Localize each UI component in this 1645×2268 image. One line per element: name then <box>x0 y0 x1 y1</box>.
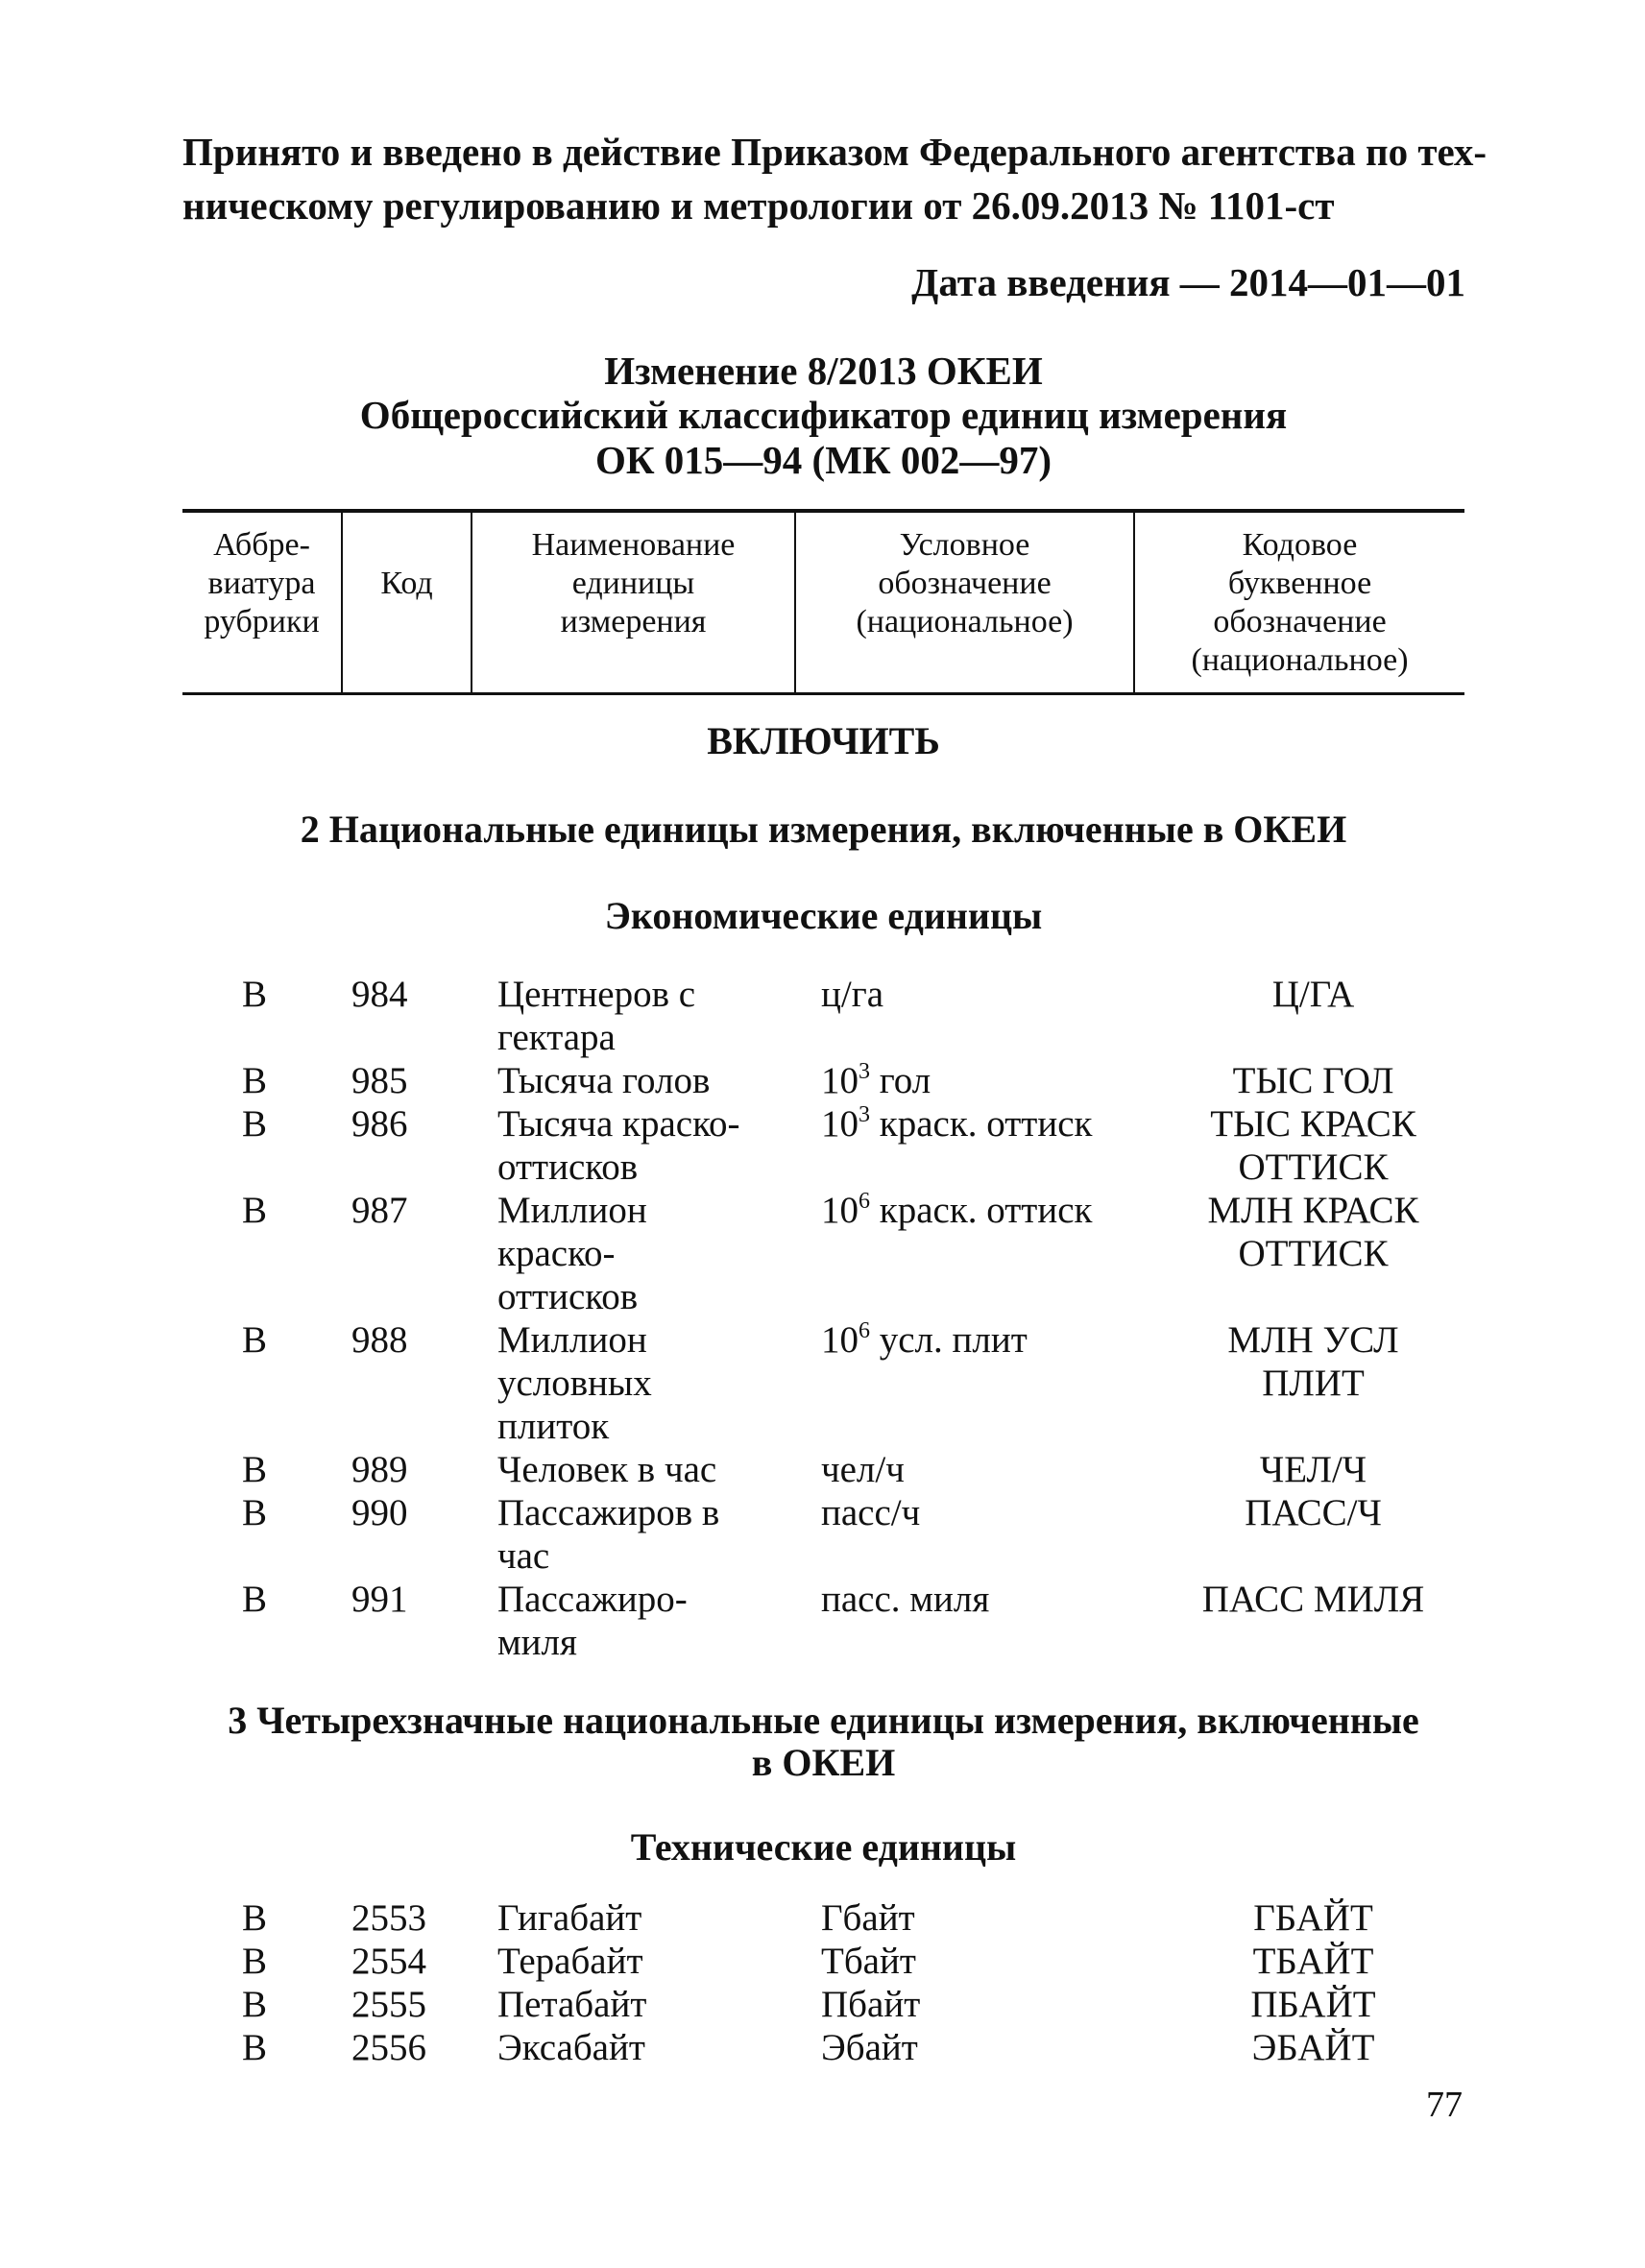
header-text: обозначение <box>1213 604 1387 639</box>
cell-unit-name <box>497 1318 766 1448</box>
header-symbol <box>796 526 1133 641</box>
cell-code: 986 <box>351 1103 408 1145</box>
cell-symbol <box>821 1491 920 1534</box>
cell-symbol <box>821 1102 1092 1151</box>
letter-code-line: ТЫС КРАСК <box>1210 1103 1416 1145</box>
unit-name-line: Центнеров с <box>497 974 696 1015</box>
cell-letter-code <box>1124 1491 1503 1534</box>
cell-code: 990 <box>351 1492 408 1533</box>
letter-code-line: ТБАЙТ <box>1252 1941 1374 1982</box>
cell-code: 2556 <box>351 2027 426 2068</box>
effective-date: Дата введения — 2014—01—01 <box>911 260 1465 304</box>
cell-abbreviation: В <box>242 1941 268 1982</box>
letter-code-line: ПАСС МИЛЯ <box>1201 1579 1425 1620</box>
symbol-base: 10 <box>821 1103 859 1145</box>
cell-symbol <box>821 1189 1092 1238</box>
cell-unit-name <box>497 1896 766 1940</box>
header-letter-code <box>1135 526 1464 680</box>
cell-symbol <box>821 1059 931 1108</box>
letter-code-line: ПЛИТ <box>1262 1363 1365 1404</box>
symbol-base: Пбайт <box>821 1984 921 2025</box>
cell-symbol <box>821 973 883 1016</box>
amendment-title: Изменение 8/2013 ОКЕИ <box>604 349 1043 393</box>
header-text: Аббре- <box>213 527 310 563</box>
cell-unit-name <box>497 1491 766 1578</box>
symbol-base: Тбайт <box>821 1941 916 1982</box>
unit-name-line: Гигабайт <box>497 1897 642 1939</box>
cell-symbol <box>821 1983 920 2026</box>
letter-code-line: ГБАЙТ <box>1253 1897 1373 1939</box>
cell-abbreviation: В <box>242 1319 268 1361</box>
letter-code-line: ТЫС ГОЛ <box>1232 1060 1394 1101</box>
section-2-heading: 2 Национальные единицы измерения, включенные в ОКЕИ <box>300 808 1347 851</box>
letter-code-line: ОТТИСК <box>1238 1146 1389 1188</box>
symbol-base: чел/ч <box>821 1449 905 1490</box>
section-3-heading-cont: в ОКЕИ <box>751 1741 896 1784</box>
table-top-rule <box>182 509 1464 513</box>
unit-name-line: Пассажиров в <box>497 1492 720 1533</box>
cell-abbreviation: В <box>242 1060 268 1101</box>
cell-letter-code <box>1124 1318 1503 1405</box>
symbol-base: 10 <box>821 1190 859 1231</box>
cell-unit-name <box>497 1578 766 1664</box>
cell-abbreviation: В <box>242 1897 268 1939</box>
header-text: рубрики <box>204 604 320 639</box>
letter-code-line: ЭБАЙТ <box>1251 2027 1375 2068</box>
unit-name-line: миля <box>497 1622 577 1663</box>
symbol-base: пасс/ч <box>821 1492 921 1533</box>
header-unit-name <box>472 526 794 641</box>
symbol-exponent: 6 <box>859 1318 870 1343</box>
header-text: (национальное) <box>1191 642 1409 678</box>
symbol-exponent: 6 <box>859 1189 870 1214</box>
unit-name-line: Тысяча краско- <box>497 1103 740 1145</box>
section-3-subheading: Технические единицы <box>630 1825 1017 1869</box>
section-3-heading: 3 Четырехзначные национальные единицы измерения, включенные <box>228 1699 1419 1742</box>
cell-abbreviation: В <box>242 1984 268 2025</box>
header-abbreviation <box>182 526 341 641</box>
letter-code-line: МЛН КРАСК <box>1207 1190 1419 1231</box>
intro-line-1: Принято и введено в действие Приказом Федерального агентства по тех- <box>182 130 1487 174</box>
cell-unit-name <box>497 2026 766 2069</box>
cell-symbol <box>821 1896 915 1940</box>
cell-symbol <box>821 1578 989 1621</box>
cell-abbreviation: В <box>242 974 268 1015</box>
unit-name-line: Миллион <box>497 1319 647 1361</box>
table-header-bottom-rule <box>182 692 1464 695</box>
cell-symbol <box>821 1448 905 1491</box>
column-divider <box>341 513 343 694</box>
cell-letter-code <box>1124 1189 1503 1275</box>
cell-symbol <box>821 1940 916 1983</box>
cell-code: 991 <box>351 1579 408 1620</box>
unit-name-line: оттисков <box>497 1146 639 1188</box>
cell-abbreviation: В <box>242 1103 268 1145</box>
symbol-base: Эбайт <box>821 2027 918 2068</box>
letter-code-line: ПАСС/Ч <box>1245 1492 1382 1533</box>
symbol-base: ц/га <box>821 974 884 1015</box>
header-code <box>343 565 471 603</box>
intro-paragraph <box>182 125 1487 232</box>
cell-code: 989 <box>351 1449 408 1490</box>
cell-letter-code <box>1124 1059 1503 1102</box>
cell-code: 988 <box>351 1319 408 1361</box>
symbol-base: Гбайт <box>821 1897 915 1939</box>
cell-unit-name <box>497 1102 766 1189</box>
header-text: Наименование <box>531 527 736 563</box>
header-text: Кодовое <box>1242 527 1358 563</box>
letter-code-line: ОТТИСК <box>1238 1233 1389 1274</box>
header-text: буквенное <box>1227 566 1372 601</box>
unit-name-line: Петабайт <box>497 1984 647 2025</box>
symbol-exponent: 3 <box>859 1102 870 1127</box>
header-text: Условное <box>899 527 1030 563</box>
cell-abbreviation: В <box>242 1579 268 1620</box>
unit-name-line: краско- <box>497 1233 616 1274</box>
letter-code-line: МЛН УСЛ <box>1227 1319 1399 1361</box>
header-text: единицы <box>571 566 695 601</box>
cell-letter-code <box>1124 1983 1503 2026</box>
unit-name-line: Пассажиро- <box>497 1579 688 1620</box>
cell-symbol <box>821 1318 1028 1367</box>
cell-letter-code <box>1124 973 1503 1016</box>
cell-unit-name <box>497 1940 766 1983</box>
symbol-base: 10 <box>821 1060 859 1101</box>
letter-code-line: ЧЕЛ/Ч <box>1259 1449 1367 1490</box>
header-text: (национальное) <box>856 604 1074 639</box>
symbol-exponent: 3 <box>859 1059 870 1084</box>
cell-letter-code <box>1124 1578 1503 1621</box>
cell-unit-name <box>497 1189 766 1318</box>
symbol-rest: краск. оттиск <box>870 1190 1093 1231</box>
cell-letter-code <box>1124 2026 1503 2069</box>
cell-abbreviation: В <box>242 1190 268 1231</box>
cell-symbol <box>821 2026 918 2069</box>
header-text: виатура <box>207 566 316 601</box>
symbol-rest: краск. оттиск <box>870 1103 1093 1145</box>
cell-letter-code <box>1124 1102 1503 1189</box>
symbol-rest: гол <box>870 1060 931 1101</box>
classifier-code: ОК 015—94 (МК 002—97) <box>594 438 1052 482</box>
cell-abbreviation: В <box>242 1492 268 1533</box>
section-2-subheading: Экономические единицы <box>604 894 1043 937</box>
unit-name-line: Человек в час <box>497 1449 717 1490</box>
unit-name-line: оттисков <box>497 1276 639 1317</box>
header-text: измерения <box>560 604 707 639</box>
unit-name-line: Эксабайт <box>497 2027 645 2068</box>
unit-name-line: Терабайт <box>497 1941 643 1982</box>
cell-code: 2553 <box>351 1897 426 1939</box>
cell-unit-name <box>497 1448 766 1491</box>
header-text: Код <box>380 566 433 601</box>
unit-name-line: гектара <box>497 1017 616 1058</box>
cell-letter-code <box>1124 1896 1503 1940</box>
cell-unit-name <box>497 1983 766 2026</box>
intro-line-2: ническому регулированию и метрологии от 26.09.2013 № 1101-ст <box>182 183 1335 228</box>
cell-code: 2554 <box>351 1941 426 1982</box>
cell-unit-name <box>497 973 766 1059</box>
symbol-base: пасс. миля <box>821 1579 990 1620</box>
include-heading: ВКЛЮЧИТЬ <box>707 719 940 762</box>
cell-code: 985 <box>351 1060 408 1101</box>
cell-letter-code <box>1124 1448 1503 1491</box>
letter-code-line: Ц/ГА <box>1271 974 1355 1015</box>
symbol-base: 10 <box>821 1319 859 1361</box>
page-number: 77 <box>1426 2085 1463 2125</box>
unit-name-line: Миллион <box>497 1190 647 1231</box>
classifier-title: Общероссийский классификатор единиц измерения <box>359 393 1288 437</box>
cell-code: 987 <box>351 1190 408 1231</box>
cell-abbreviation: В <box>242 2027 268 2068</box>
letter-code-line: ПБАЙТ <box>1250 1984 1376 2025</box>
cell-unit-name <box>497 1059 766 1102</box>
cell-code: 2555 <box>351 1984 426 2025</box>
cell-abbreviation: В <box>242 1449 268 1490</box>
cell-letter-code <box>1124 1940 1503 1983</box>
unit-name-line: условных <box>497 1363 652 1404</box>
header-text: обозначение <box>878 566 1052 601</box>
unit-name-line: час <box>497 1535 550 1577</box>
cell-code: 984 <box>351 974 408 1015</box>
unit-name-line: плиток <box>497 1406 610 1447</box>
unit-name-line: Тысяча голов <box>497 1060 711 1101</box>
symbol-rest: усл. плит <box>870 1319 1028 1361</box>
